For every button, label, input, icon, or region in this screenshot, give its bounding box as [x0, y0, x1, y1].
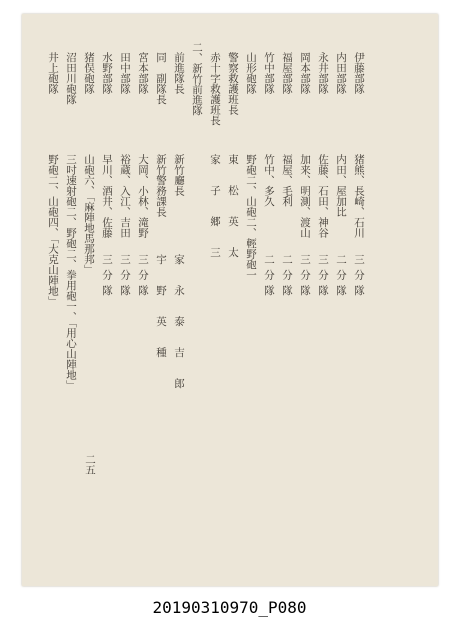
unit-name: 山形砲隊 — [245, 52, 257, 94]
unit-name: 水野部隊 — [101, 52, 113, 94]
unit-members: 新竹廳長 — [173, 154, 185, 196]
unit-name: 前進隊長 — [173, 52, 185, 94]
unit-name: 猪俣砲隊 — [83, 52, 95, 94]
unit-name: 岡本部隊 — [299, 52, 311, 94]
unit-name: 警察救護班長 — [227, 52, 239, 115]
unit-name: 内田部隊 — [335, 52, 347, 94]
unit-name: 伊藤部隊 — [353, 52, 365, 94]
officer-name: 宇 野 英 種 — [155, 254, 167, 363]
image-id-caption: 20190310970_P080 — [152, 598, 307, 617]
unit-name: 井上砲隊 — [47, 52, 59, 94]
squad-count: 三分隊 — [101, 254, 113, 301]
squad-count: 三分隊 — [119, 254, 131, 301]
squad-count: 二分隊 — [335, 254, 347, 301]
unit-members: 佐藤、石田、神谷 — [317, 154, 329, 238]
unit-members: 福屋、毛利 — [281, 154, 293, 207]
unit-members: 野砲二、山砲四、「大克山陣地」 — [47, 154, 59, 307]
unit-members: 裕蔵、入江、吉田 — [119, 154, 131, 238]
officer-name: 家 永 泰 吉 郎 — [173, 254, 185, 394]
unit-members: 猪熊、長崎、石川 — [353, 154, 365, 238]
squad-count: 二分隊 — [281, 254, 293, 301]
squad-count: 二分隊 — [263, 254, 275, 301]
unit-name: 二、新竹前進隊 — [191, 42, 203, 116]
unit-name: 竹中部隊 — [263, 52, 275, 94]
unit-name: 田中部隊 — [119, 52, 131, 94]
document-page — [22, 14, 438, 586]
unit-name: 永井部隊 — [317, 52, 329, 94]
unit-members: 竹中、多久 — [263, 154, 275, 207]
unit-members: 早川、酒井、佐藤 — [101, 154, 113, 238]
squad-count: 三分隊 — [353, 254, 365, 301]
unit-members: 内田、屋加比 — [335, 154, 347, 217]
unit-name: 同 副隊長 — [155, 52, 167, 105]
unit-members: 新竹警務課長 — [155, 154, 167, 217]
unit-members: 三吋速射砲二、野砲二、拳用砲一、「用心山陣地」 — [65, 154, 77, 391]
unit-members: 家 子 郷 三 — [209, 154, 221, 263]
unit-name: 宮本部隊 — [137, 52, 149, 94]
unit-members: 野砲二、山砲二、輕野砲一 — [245, 154, 257, 280]
squad-count: 三分隊 — [317, 254, 329, 301]
unit-members: 加来、明測、渡山 — [299, 154, 311, 238]
unit-members: 大岡、小林、滝野 — [137, 154, 149, 238]
squad-count: 三分隊 — [299, 254, 311, 301]
unit-members: 東 松 英 太 — [227, 154, 239, 263]
unit-name: 福屋部隊 — [281, 52, 293, 94]
unit-name: 赤十字救護班長 — [209, 52, 221, 126]
unit-name: 沼田川砲隊 — [65, 52, 77, 105]
squad-count: 三分隊 — [137, 254, 149, 301]
page-number: 二五 — [84, 454, 96, 475]
unit-members: 山砲六、「麻陣地馬那邦」 — [83, 154, 95, 275]
